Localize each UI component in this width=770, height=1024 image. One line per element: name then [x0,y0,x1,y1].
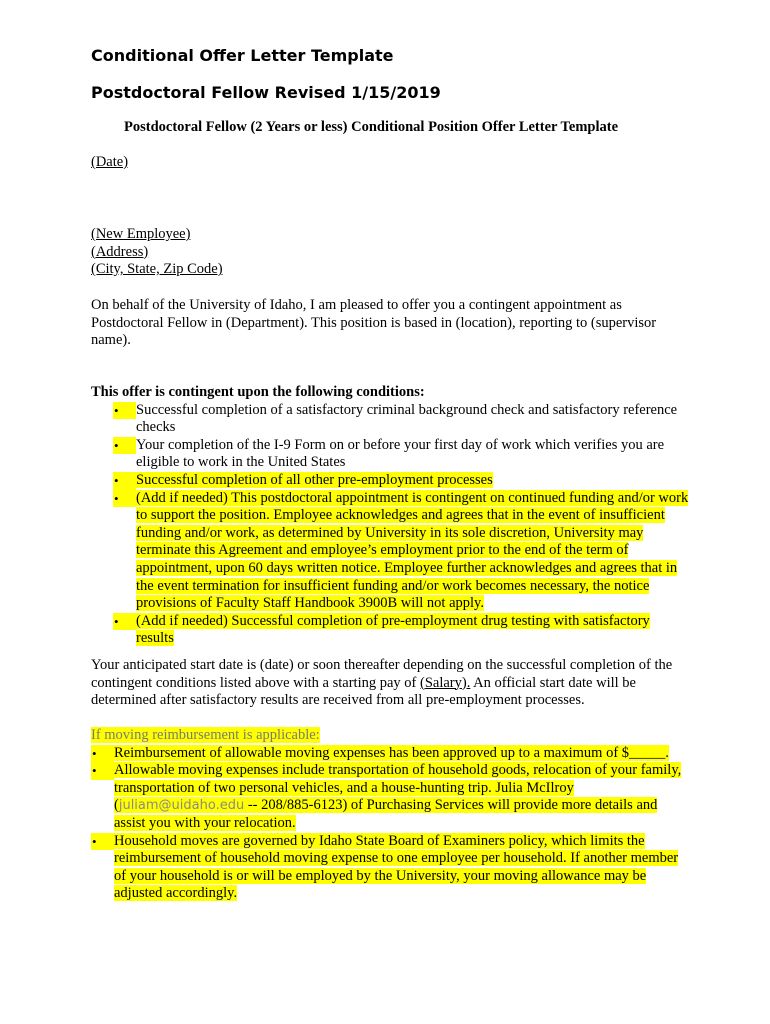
bullet-icon: • [113,613,136,631]
bullet-icon: • [113,472,136,490]
address-block [91,226,691,279]
moving-item: • Household moves are governed by Idaho State Board of Examiners policy, which limits the reimbursement of household moving expense to one employee per household. If another member of your household is or will be employed by the University, your moving allowance may be adjusted accordingly. [92,832,679,902]
date-text: (Date) [91,154,129,170]
salary-placeholder: (Salary). [420,674,471,691]
document-revision: Postdoctoral Fellow Revised 1/15/2019 [91,83,441,102]
date-placeholder [91,154,691,172]
bullet-icon: • [113,437,136,455]
moving-list [91,745,691,903]
conditions-heading: This offer is contingent upon the following conditions: [91,384,425,400]
condition-item: • Successful completion of a satisfactory criminal background check and satisfactory reference checks [114,401,678,436]
moving-section [91,727,691,903]
bullet-icon: • [113,490,136,508]
start-date-paragraph: Your anticipated start date is (date) or soon thereafter depending on the successful completion of the contingent conditions listed above with a starting pay of (Salary). An official start date will be determined after satisfactory results are received from all pre-employment processes. [91,657,673,709]
bullet-icon: • [91,833,114,851]
conditions-section [91,384,691,648]
condition-item: • Successful completion of all other pre-employment processes [114,471,493,488]
employee-name: (New Employee) [91,226,191,242]
employee-address: (Address) [91,243,149,260]
intro-paragraph: On behalf of the University of Idaho, I am pleased to offer you a contingent appointment as Postdoctoral Fellow in (Department). This position is based in (location), reporting to (supervisor name). [91,297,657,349]
email-link[interactable]: juliam@uidaho.edu [118,798,245,814]
condition-item: • Your completion of the I-9 Form on or before your first day of work which verifies you are eligible to work in the United States [114,436,665,471]
letter-subtitle: Postdoctoral Fellow (2 Years or less) Conditional Position Offer Letter Template [124,119,619,135]
employee-city: (City, State, Zip Code) [91,261,223,278]
condition-item: • (Add if needed) This postdoctoral appointment is contingent on continued funding and/or work to support the position. Employee acknowledges and agrees that in the event of insufficient funding and/or work, as determined by University in its sole discretion, University may terminate this Agreement and employee’s employment prior to the end of the term of appointment, upon 60 days written notice. Employee further acknowledges and agrees that in the event termination for insufficient funding and/or work becomes necessary, the notice provisions of Faculty Staff Handbook 3900B will not apply. [114,489,689,612]
condition-item: • (Add if needed) Successful completion of pre-employment drug testing with satisfactory results [114,612,650,647]
conditions-list [91,402,691,648]
bullet-icon: • [113,402,136,420]
moving-heading: If moving reimbursement is applicable: [91,727,320,743]
moving-item: • Allowable moving expenses include transportation of household goods, relocation of your family, transportation of two personal vehicles, and a house-hunting trip. Julia McIlroy (juliam@uidaho.edu -- 208/885-6123) of Purchasing Services will provide more details and assist you with your relocation. [92,762,682,831]
bullet-icon: • [91,745,114,763]
document-title: Conditional Offer Letter Template [91,46,394,65]
moving-item: • Reimbursement of allowable moving expenses has been approved up to a maximum of $_____. [92,744,669,761]
bullet-icon: • [91,762,114,780]
